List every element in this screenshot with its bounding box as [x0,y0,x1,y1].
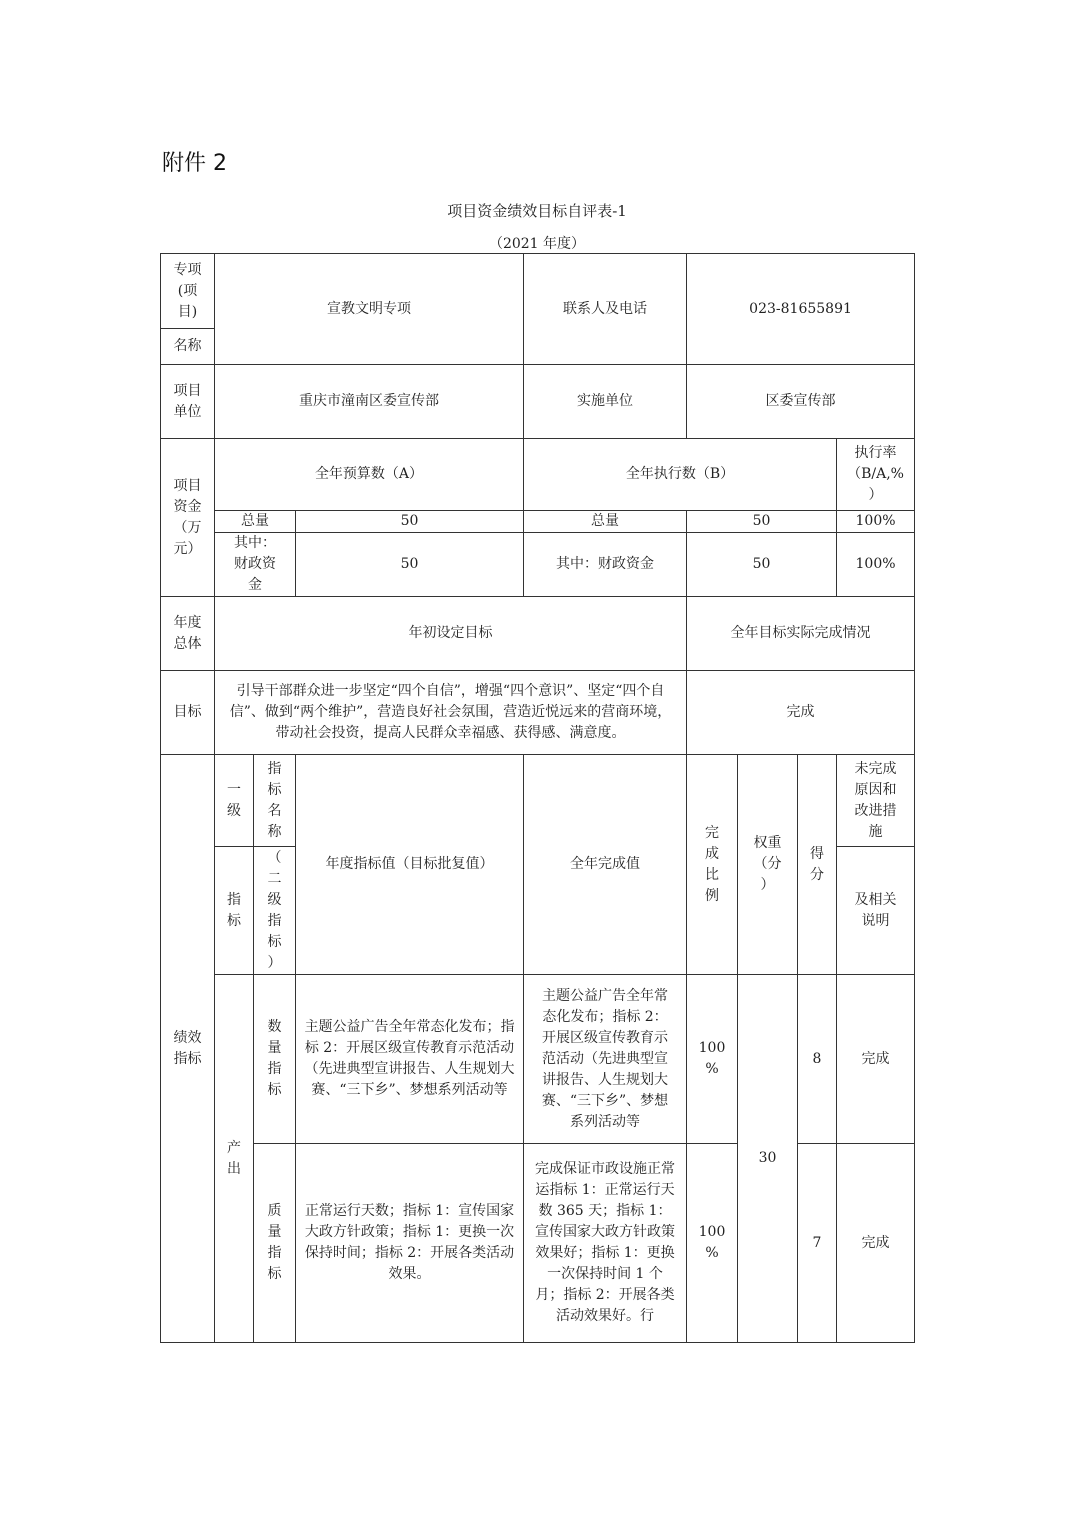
impl-unit-label: 实施单位 [524,365,687,439]
indicator-name: 质 量 指 标 [254,1144,296,1343]
form-title: 项目资金绩效目标自评表-1 [447,202,627,220]
project-name-label: 专项 (项 目) [161,254,215,329]
goal-set-header: 年初设定目标 [215,597,687,671]
indicator-name-header: 指 标 名 称 [254,755,296,847]
annual-value: 正常运行天数；指标 1：宣传国家大政方针政策；指标 1：更换一次保持时间；指标 2：开展各类活动效果。 [296,1144,524,1343]
form-year: （2021 年度） [488,236,586,252]
rate-header: 执行率 （B/A,% ） [837,439,915,511]
contact-label: 联系人及电话 [524,254,687,365]
actual-value-header: 全年完成值 [524,755,687,975]
annual-value: 主题公益广告全年常态化发布；指标 2：开展区级宣传教育示范活动（先进典型宣讲报告、人生规划大赛、“三下乡”、梦想系列活动等 [296,975,524,1144]
fiscal-exec-label: 其中：财政资金 [524,533,687,597]
annual-value-header: 年度指标值（目标批复值） [296,755,524,975]
project-name-label-2: 名称 [161,329,215,365]
actual-value: 主题公益广告全年常态化发布；指标 2：开展区级宣传教育示范活动（先进典型宣讲报告、人生规划大赛、“三下乡”、梦想系列活动等 [524,975,687,1144]
weight-header: 权重 （分 ） [738,755,798,975]
score-value: 8 [798,975,837,1144]
goal-actual-text: 完成 [687,671,915,755]
indicator-name-header-2: （ 二 级 指 标 ） [254,847,296,975]
fiscal-exec: 50 [687,533,837,597]
fiscal-label: 其中： 财政资 金 [215,533,296,597]
reason-value: 完成 [837,975,915,1144]
project-name-value: 宣教文明专项 [215,254,524,365]
goal-label: 年度 总体 [161,597,215,671]
goal-label-2: 目标 [161,671,215,755]
total-exec-label: 总量 [524,511,687,533]
score-value: 7 [798,1144,837,1343]
level1-header-2: 指 标 [215,847,254,975]
indicator-name: 数 量 指 标 [254,975,296,1144]
goal-set-text: 引导干部群众进一步坚定“四个自信”，增强“四个意识”、坚定“四个自信”、做到“两个维护”，营造良好社会氛围，营造近悦远来的营商环境，带动社会投资，提高人民群众幸福感、获得感、满意度。 [215,671,687,755]
output-label: 产 出 [215,975,254,1343]
contact-value: 023-81655891 [687,254,915,365]
reason-header-2: 及相关 说明 [837,847,915,975]
completion-ratio: 100 % [687,1144,738,1343]
budget-header: 全年预算数（A） [215,439,524,511]
total-exec: 50 [687,511,837,533]
ratio-header: 完 成 比 例 [687,755,738,975]
reason-value: 完成 [837,1144,915,1343]
weight-value: 30 [738,975,798,1343]
total-label: 总量 [215,511,296,533]
reason-header: 未完成 原因和 改进措 施 [837,755,915,847]
level1-header: 一 级 [215,755,254,847]
funds-label: 项目 资金 （万 元） [161,439,215,597]
attachment-label: 附件 2 [162,151,227,176]
project-unit-value: 重庆市潼南区委宣传部 [215,365,524,439]
impl-unit-value: 区委宣传部 [687,365,915,439]
fiscal-rate: 100% [837,533,915,597]
completion-ratio: 100 % [687,975,738,1144]
fiscal-budget: 50 [296,533,524,597]
goal-actual-header: 全年目标实际完成情况 [687,597,915,671]
project-unit-label: 项目 单位 [161,365,215,439]
indicators-label: 绩效 指标 [161,755,215,1343]
total-budget: 50 [296,511,524,533]
total-rate: 100% [837,511,915,533]
score-header: 得 分 [798,755,837,975]
actual-value: 完成保证市政设施正常运指标 1：正常运行天数 365 天；指标 1：宣传国家大政方针政策效果好；指标 1：更换一次保持时间 1 个月；指标 2：开展各类活动效果好。行 [524,1144,687,1343]
exec-header: 全年执行数（B） [524,439,837,511]
self-evaluation-table [160,253,915,1343]
